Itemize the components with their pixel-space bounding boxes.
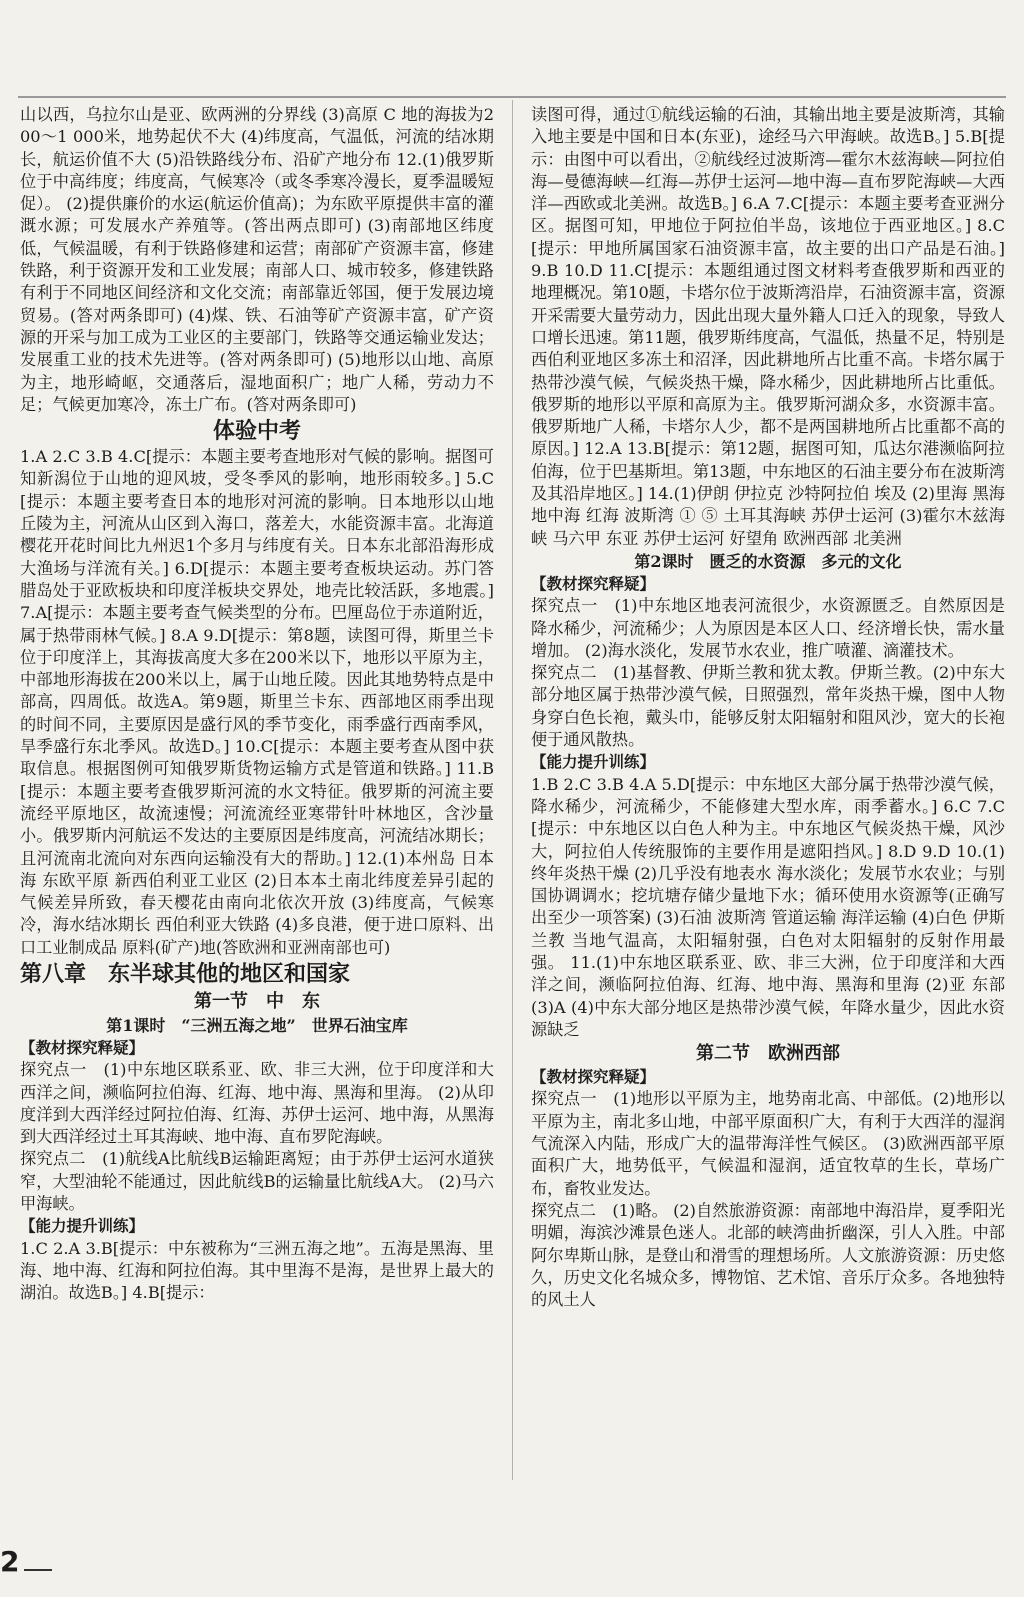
answer-paragraph: 1.B 2.C 3.B 4.A 5.D[提示：中东地区大部分属于热带沙漠气候，降水稀少，河流稀少，不能修建大型水库，雨季蓄水。] 6.C 7.C[提示：中东地区以白色人种为主。中东地区气候炎热干燥，风沙大，阿拉伯人传统服饰的主要作用是遮阳挡风。] 8.D 9.D 10.(1)终年炎热干燥 (2)几乎没有地表水 海水淡化；发展节水农业；与别国协调调水；挖坑塘存储少量地下水；循环使用水资源等(正确写出至少一项答案) (3)石油 波斯湾 管道运输 海洋运输 (4)白色 伊斯兰教 当地气温高，太阳辐射强，白色对太阳辐射的反射作用最强。 11.(1)中东地区联系亚、欧、非三大洲，位于印度洋和大西洋之间，濒临阿拉伯海、红海、地中海、黑海和里海 (2)亚 东部 (3)A (4)中东大部分地区是热带沙漠气候，年降水量少，因此水资源缺乏 (531, 774, 1005, 1039)
answer-paragraph: 探究点一 (1)中东地区联系亚、欧、非三大洲，位于印度洋和大西洋之间，濒临阿拉伯海、红海、地中海、黑海和里海。 (2)从印度洋到大西洋经过阿拉伯海、红海、苏伊士运河、地中海，从黑海到大西洋经过土耳其海峡、地中海、直布罗陀海峡。 (20, 1060, 494, 1147)
chapter-title: 第八章 东半球其他的地区和国家 (20, 960, 351, 987)
answer-paragraph: 探究点二 (1)航线A比航线B运输距离短；由于苏伊士运河水道狭窄，大型油轮不能通过，因此航线B的运输量比航线A大。 (2)马六甲海峡。 (20, 1149, 494, 1214)
section-heading-exam: 体验中考 (212, 418, 301, 445)
section-title: 第一节 中 东 (194, 990, 320, 1012)
page-number: 2 (0, 1545, 20, 1578)
footer-rule (24, 1569, 52, 1571)
right-column (531, 104, 1005, 1311)
answer-paragraph: 读图可得，通过①航线运输的石油，其输出地主要是波斯湾，其输入地主要是中国和日本(东亚)，途经马六甲海峡。故选B。] 5.B[提示：由图中可以看出，②航线经过波斯湾—霍尔木兹海峡—阿拉伯海—曼德海峡—红海—苏伊士运河—地中海—直布罗陀海峡—大西洋—西欧或北美洲。故选B。] 6.A 7.C[提示：本题主要考查亚洲分区。据图可知，甲地位于阿拉伯半岛，该地位于西亚地区。] 8.C[提示：甲地所属国家石油资源丰富，故主要的出口产品是石油。] 9.B 10.D 11.C[提示：本题组通过图文材料考查俄罗斯和西亚的地理概况。第10题，卡塔尔位于波斯湾沿岸，石油资源丰富，资源开采需要大量劳动力，因此出现大量外籍人口迁入的现象，导致人口增长迅速。第11题，俄罗斯纬度高，气温低，热量不足，特别是西伯利亚地区多冻土和沼泽，因此耕地所占比重不高。卡塔尔属于热带沙漠气候，气候炎热干燥，降水稀少，因此耕地所占比重低。俄罗斯的地形以平原和高原为主。俄罗斯河湖众多，水资源丰富。俄罗斯地广人稀，卡塔尔人少，都不是两国耕地所占比重都不高的原因。] 12.A 13.B[提示：第12题，据图可知，瓜达尔港濒临阿拉伯海，位于巴基斯坦。第13题，中东地区的石油主要分布在波斯湾及其沿岸地区。] 14.(1)伊朗 伊拉克 沙特阿拉伯 埃及 (2)里海 黑海 地中海 红海 波斯湾 ① ⑤ 土耳其海峡 苏伊士运河 (3)霍尔木兹海峡 马六甲 东亚 苏伊士运河 好望角 欧洲西部 北美洲 (531, 105, 1005, 548)
answer-paragraph: 1.C 2.A 3.B[提示：中东被称为“三洲五海之地”。五海是黑海、里海、地中海、红海和阿拉伯海。其中里海不是海，是世界上最大的湖泊。故选B。] 4.B[提示： (20, 1238, 494, 1303)
subsection-label: 【教材探究释疑】 (531, 574, 656, 593)
answer-paragraph: 探究点二 (1)略。 (2)自然旅游资源：南部地中海沿岸，夏季阳光明媚，海滨沙滩景色迷人。北部的峡湾曲折幽深，引人入胜。中部阿尔卑斯山脉，是登山和滑雪的理想场所。人文旅游资源：历史悠久，历史文化名城众多，博物馆、艺术馆、音乐厅众多。各地独特的风土人 (531, 1200, 1005, 1310)
column-divider (512, 100, 513, 1480)
top-rule (18, 96, 1006, 98)
lesson-title: 第1课时 “三洲五海之地” 世界石油宝库 (106, 1015, 408, 1035)
subsection-label: 【能力提升训练】 (531, 753, 656, 772)
answer-paragraph: 探究点一 (1)地形以平原为主，地势南北高、中部低。(2)地形以平原为主，南北多山地，中部平原面积广大，有利于大西洋的湿润气流深入内陆，形成广大的温带海洋性气候区。 (3)欧洲西部平原面积广大，地势低平，气候温和湿润，适宜牧草的生长，草场广布，畜牧业发达。 (531, 1089, 1005, 1198)
subsection-label: 【教材探究释疑】 (531, 1068, 656, 1087)
subsection-label: 【能力提升训练】 (20, 1217, 145, 1236)
answer-paragraph: 山以西，乌拉尔山是亚、欧两洲的分界线 (3)高原 C 地的海拔为200～1 000米，地势起伏不大 (4)纬度高，气温低，河流的结冰期长，航运价值不大 (5)沿铁路线分布、沿矿产地分布 12.(1)俄罗斯位于中高纬度；纬度高，气候寒冷（或冬季寒冷漫长，夏季温暖短促）。 (2)提供廉价的水运(航运价值高)；为东欧平原提供丰富的灌溉水源；可发展水产养殖等。(答出两点即可) (3)南部地区纬度低，气候温暖，有利于铁路修建和运营；南部矿产资源丰富，修建铁路，利于资源开发和工业发展；南部人口、城市较多，修建铁路有利于不同地区间经济和文化交流；南部靠近邻国，便于发展边境贸易。(答对两条即可) (4)煤、铁、石油等矿产资源丰富，矿产资源的开采与加工成为工业区的主要部门，铁路等交通运输业发达；发展重工业的技术先进等。(答对两条即可) (5)地形以山地、高原为主，地形崎岖，交通落后，湿地面积广；地广人稀，劳动力不足；气候更加寒冷，冻土广布。(答对两条即可) (20, 105, 494, 414)
section-title: 第二节 欧洲西部 (696, 1043, 840, 1065)
left-column (20, 104, 494, 1305)
answer-paragraph: 探究点一 (1)中东地区地表河流很少，水资源匮乏。自然原因是降水稀少，河流稀少；人为原因是本区人口、经济增长快，需水量增加。 (2)海水淡化，发展节水农业，推广喷灌、滴灌技术。 (531, 596, 1005, 660)
answer-paragraph: 1.A 2.C 3.B 4.C[提示：本题主要考查地形对气候的影响。据图可知新潟位于山地的迎风坡，受冬季风的影响，地形雨较多。] 5.C[提示：本题主要考查日本的地形对河流的影响。日本地形以山地丘陵为主，河流从山区到入海口，落差大，水能资源丰富。北海道樱花开花时间比九州迟1个多月与纬度有关。日本东北部沿海形成大渔场与洋流有关。] 6.D[提示：本题主要考查板块运动。苏门答腊岛处于亚欧板块和印度洋板块交界处，地壳比较活跃，多地震。] 7.A[提示：本题主要考查气候类型的分布。巴厘岛位于赤道附近，属于热带雨林气候。] 8.A 9.D[提示：第8题，读图可得，斯里兰卡位于印度洋上，其海拔高度大多在200米以下，地形以平原为主，中部地形海拔在200米以上，属于山地丘陵。因此其地势特点是中部高，四周低。故选A。第9题，斯里兰卡东、西部地区雨季出现的时间不同，主要原因是盛行风的季节变化，雨季盛行西南季风，旱季盛行东北季风。故选D。] 10.C[提示：本题主要考查从图中获取信息。根据图例可知俄罗斯货物运输方式是管道和铁路。] 11.B[提示：本题主要考查俄罗斯河流的水文特征。俄罗斯的河流主要流经平原地区，故流速慢；河流流经亚寒带针叶林地区，含沙量小。俄罗斯内河航运不发达的主要原因是纬度高，河流结冰期长；且河流南北流向对东西向运输没有大的帮助。] 12.(1)本州岛 日本海 东欧平原 新西伯利亚工业区 (2)日本本土南北纬度差异引起的气候差异所致，春天樱花由南向北依次开放 (3)纬度高，气候寒冷，海水结冰期长 西伯利亚大铁路 (4)多良港，便于进口原料、出口工业制成品 原料(矿产)地(答欧洲和亚洲南部也可) (20, 447, 494, 957)
lesson-title: 第2课时 匮乏的水资源 多元的文化 (634, 551, 902, 571)
answer-paragraph: 探究点二 (1)基督教、伊斯兰教和犹太教。伊斯兰教。(2)中东大部分地区属于热带沙漠气候，日照强烈，常年炎热干燥，图中人物身穿白色长袍，戴头巾，能够反射太阳辐射和阻风沙，宽大的长袍便于通风散热。 (531, 663, 1005, 750)
subsection-label: 【教材探究释疑】 (20, 1038, 145, 1057)
